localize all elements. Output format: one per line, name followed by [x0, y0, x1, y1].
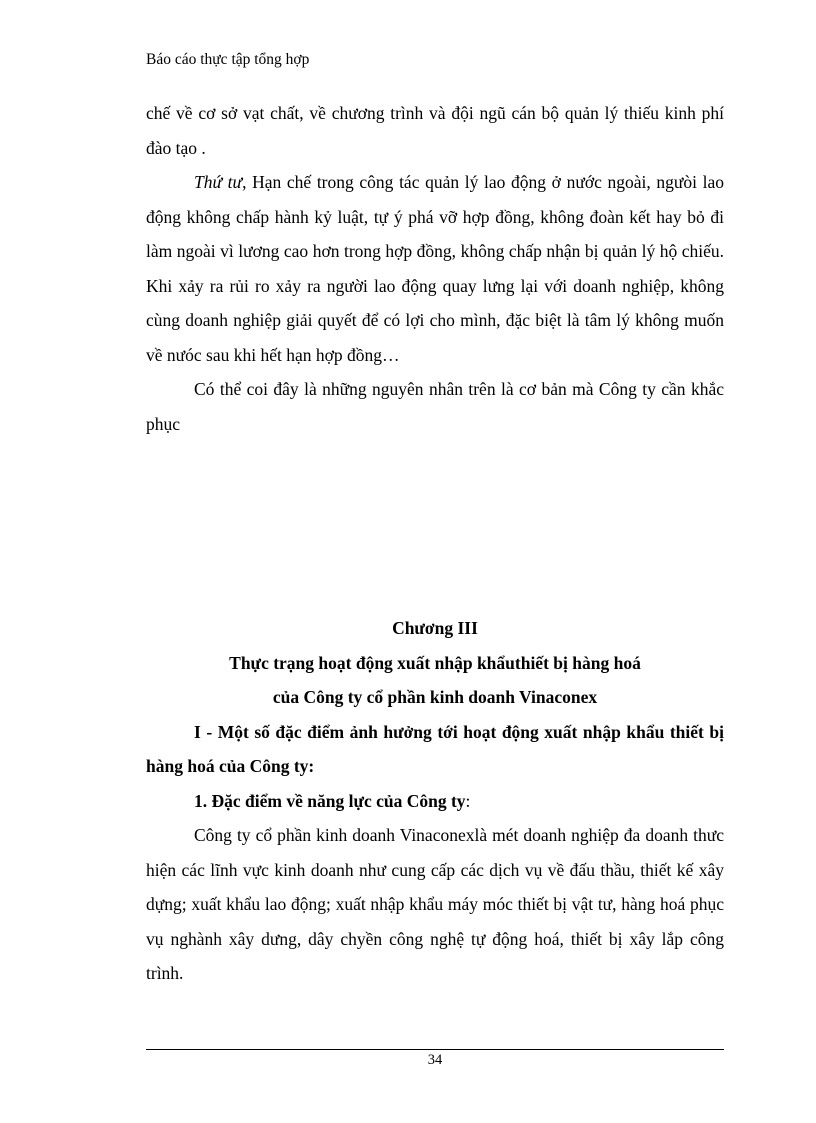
section-spacer — [146, 441, 724, 611]
page-body — [146, 96, 724, 991]
chapter-heading: Chương III — [392, 618, 478, 638]
paragraph-text: , Hạn chế trong công tác quản lý lao động ở nước ngoài, ngưòi lao động không chấp hành kỷ luật, tự ý phá vỡ hợp đồng, không đoàn kết hay bỏ đi làm ngoài vì lương cao hơn trong hợp đồng, không chấp nhận bị quản lý hộ chiếu. Khi xảy ra rủi ro xảy ra người lao động quay lưng lại với doanh nghiệp, không cùng doanh nghiệp giải quyết để có lợi cho mình, đặc biệt là tâm lý không muốn về nưóc sau khi hết hạn hợp đồng… — [146, 172, 724, 365]
chapter-title-line-1: Thực trạng hoạt động xuất nhập khẩuthiết bị hàng hoá — [229, 652, 641, 673]
paragraph-lead-italic: Thứ tư — [194, 172, 243, 192]
paragraph-conclusion: Có thể coi đây là những nguyên nhân trên là cơ bản mà Công ty cần khắc phục — [146, 379, 724, 434]
subsection-colon: : — [465, 790, 471, 811]
footer-divider — [146, 1049, 724, 1050]
chapter-title-line-2: của Công ty cổ phần kinh doanh Vinaconex — [272, 687, 598, 707]
subsection-heading — [146, 784, 724, 819]
paragraph-company-capacity: Công ty cổ phần kinh doanh Vinaconexlà mét doanh nghiệp đa doanh thưc hiện các lĩnh vực kinh doanh như cung cấp các dịch vụ về đấu thầu, thiết kế xây dựng; xuất khẩu lao động; xuất nhập khẩu máy móc thiết bị vật tư, hàng hoá phục vụ nghành xây dưng, dây chyền công nghệ tự động hoá, thiết bị xây lắp công trình. — [146, 825, 724, 983]
running-header: Báo cáo thực tập tổng hợp — [146, 51, 310, 68]
subsection-heading-text: 1. Đặc điểm về năng lực của Công ty — [194, 790, 466, 811]
page-number: 34 — [427, 1052, 443, 1068]
section-heading: I - Một số đặc điểm ảnh hưởng tới hoạt động xuất nhập khẩu thiết bị hàng hoá của Công ty: — [146, 721, 724, 776]
paragraph-training-limits: chế về cơ sở vạt chất, về chương trình và đội ngũ cán bộ quản lý thiếu kinh phí đào tạo . — [146, 103, 724, 158]
paragraph-fourth-limit — [146, 165, 724, 372]
